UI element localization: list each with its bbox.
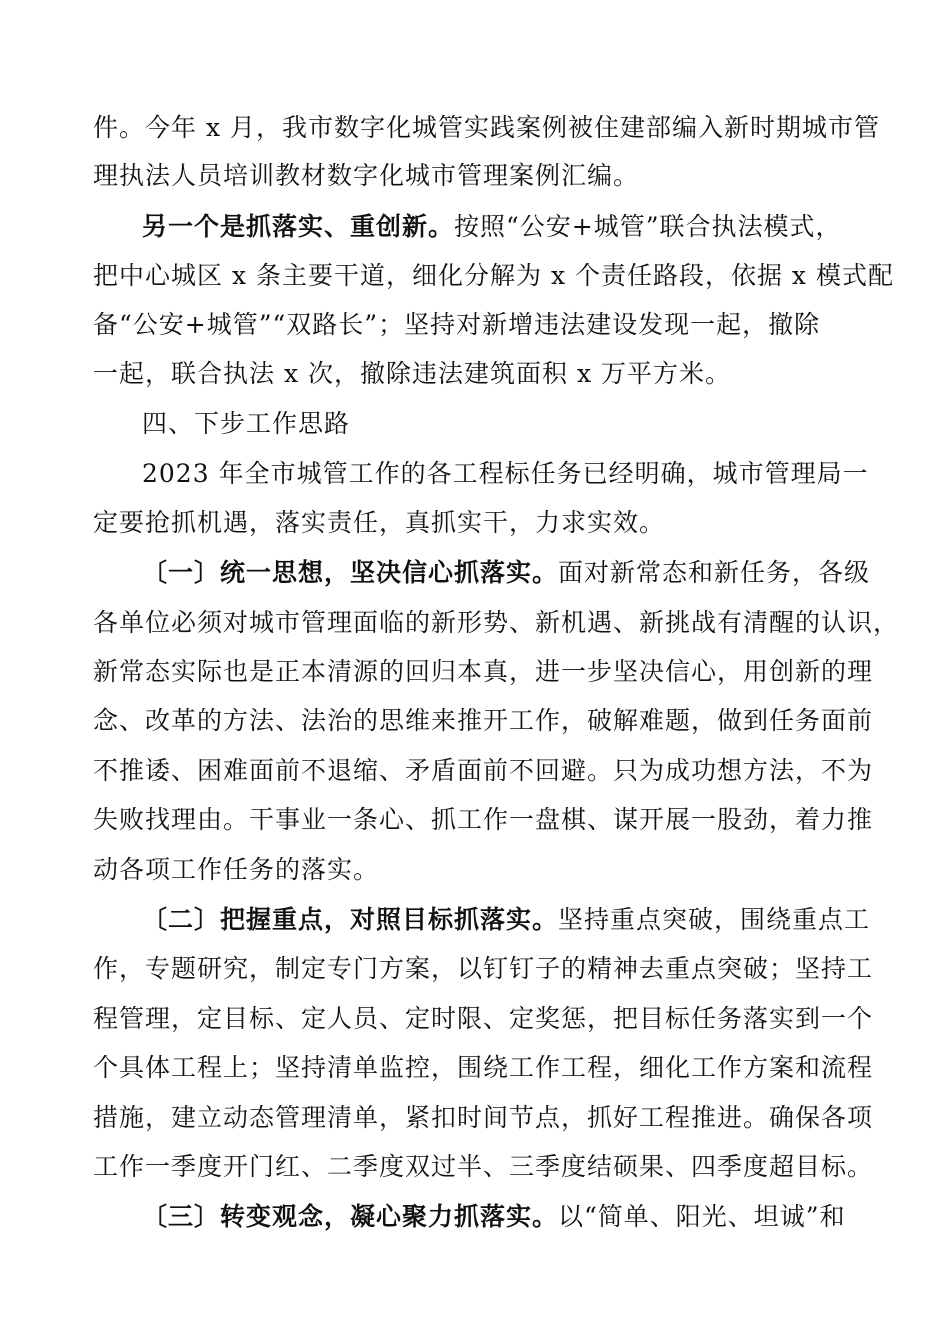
text-run: 把中心城区 x 条主要干道，细化分解为 x 个责任路段，依据 x 模式配 <box>93 261 894 290</box>
text-run: 程管理，定目标、定人员、定时限、定奖惩，把目标任务落实到一个 <box>93 1004 874 1033</box>
paragraph-line <box>93 359 731 389</box>
paragraph-line <box>93 1103 873 1133</box>
text-run: 件。今年 x 月，我市数字化城管实践案例被住建部编入新时期城市管 <box>93 113 880 142</box>
paragraph-line <box>93 954 873 984</box>
paragraph-line <box>142 212 842 242</box>
heading-text: 四、下步工作思路 <box>142 409 351 438</box>
text-run: 备“公安+城管”“双路长”；坚持对新增违法建设发现一起，撤除 <box>93 310 821 339</box>
bold-lead-in: 〔二〕把握重点，对照目标抓落实。 <box>142 905 559 934</box>
paragraph-line <box>93 261 894 291</box>
paragraph-line <box>142 459 869 489</box>
text-run: 理执法人员培训教材数字化城市管理案例汇编。 <box>93 161 640 190</box>
paragraph-line <box>93 657 873 687</box>
paragraph-line <box>142 558 870 588</box>
text-run: 念、改革的方法、法治的思维来推开工作，破解难题，做到任务面前 <box>93 706 874 735</box>
section-heading <box>142 409 350 439</box>
text-run: 2023 年全市城管工作的各工程标任务已经明确，城市管理局一 <box>142 459 869 488</box>
paragraph-line <box>142 905 870 935</box>
text-run: 各单位必须对城市管理面临的新形势、新机遇、新挑战有清醒的认识， <box>93 608 900 637</box>
text-run: 按照“公安+城管”联合执法模式， <box>454 212 842 241</box>
paragraph-line <box>93 1053 873 1083</box>
bold-lead-in: 〔一〕统一思想，坚决信心抓落实。 <box>142 558 559 587</box>
bold-lead-in: 〔三〕转变观念，凝心聚力抓落实。 <box>142 1202 559 1231</box>
paragraph-line <box>93 1004 873 1034</box>
bold-lead-in: 另一个是抓落实、重创新。 <box>142 212 455 241</box>
paragraph-line <box>93 608 899 638</box>
text-run: 个具体工程上；坚持清单监控，围绕工作工程，细化工作方案和流程 <box>93 1053 874 1082</box>
text-run: 坚持重点突破，围绕重点工 <box>558 905 871 934</box>
text-run: 工作一季度开门红、二季度双过半、三季度结硕果、四季度超目标。 <box>93 1152 874 1181</box>
text-run: 不推诿、困难面前不退缩、矛盾面前不回避。只为成功想方法，不为 <box>93 756 874 785</box>
paragraph-line <box>93 756 873 786</box>
paragraph-line <box>93 508 665 538</box>
paragraph-line <box>93 113 880 143</box>
text-run: 失败找理由。干事业一条心、抓工作一盘棋、谋开展一股劲，着力推 <box>93 805 874 834</box>
text-run: 面对新常态和新任务，各级 <box>558 558 871 587</box>
text-run: 一起，联合执法 x 次，撤除违法建筑面积 x 万平方米。 <box>93 359 731 388</box>
text-run: 措施，建立动态管理清单，紧扣时间节点，抓好工程推进。确保各项 <box>93 1103 874 1132</box>
paragraph-line <box>93 1152 873 1182</box>
text-run: 新常态实际也是正本清源的回归本真，进一步坚决信心，用创新的理 <box>93 657 874 686</box>
text-run: 作，专题研究，制定专门方案，以钉钉子的精神去重点突破；坚持工 <box>93 954 874 983</box>
text-run: 定要抢抓机遇，落实责任，真抓实干，力求实效。 <box>93 508 666 537</box>
paragraph-line <box>142 1202 846 1232</box>
paragraph-line <box>93 805 873 835</box>
paragraph-line <box>93 706 873 736</box>
paragraph-line <box>93 161 639 191</box>
text-run: 动各项工作任务的落实。 <box>93 855 380 884</box>
paragraph-line <box>93 855 379 885</box>
text-run: 以“简单、阳光、坦诚”和 <box>558 1202 846 1231</box>
paragraph-line <box>93 310 820 340</box>
